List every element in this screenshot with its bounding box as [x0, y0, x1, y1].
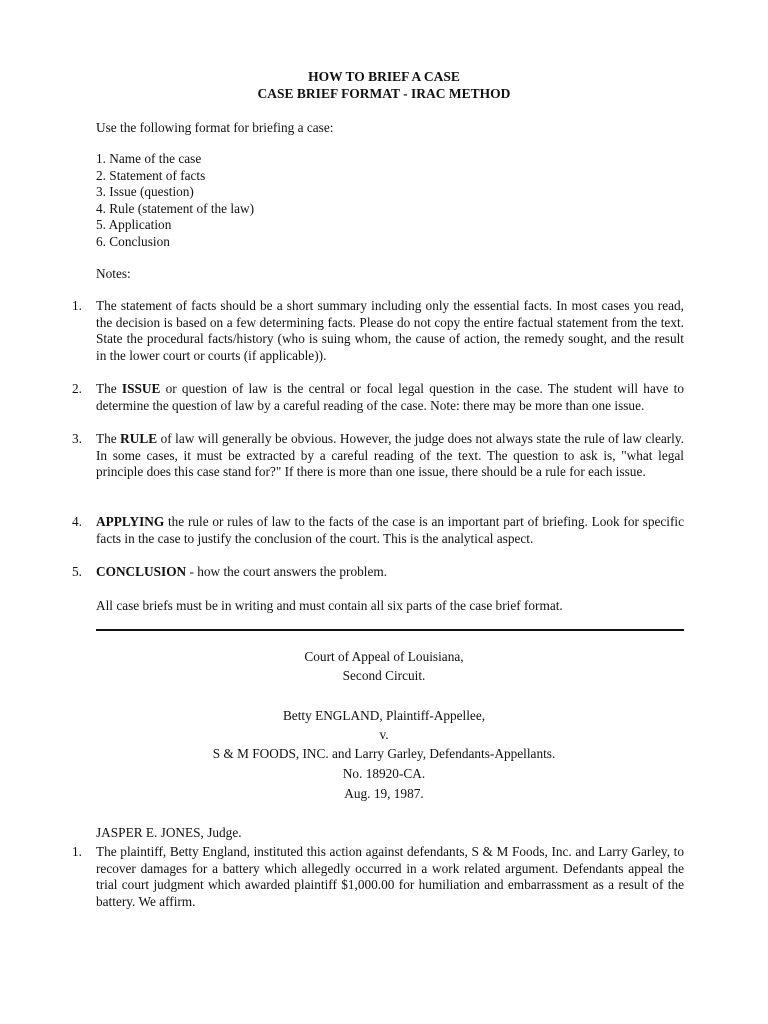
document-subtitle: CASE BRIEF FORMAT - IRAC METHOD	[257, 86, 511, 101]
format-step: 2. Statement of facts	[96, 167, 206, 183]
case-date: Aug. 19, 1987.	[344, 786, 424, 801]
court-name: Court of Appeal of Louisiana,	[304, 649, 464, 664]
format-step: 4. Rule (statement of the law)	[96, 200, 255, 216]
note-item	[72, 298, 684, 364]
case-versus: v.	[379, 727, 389, 742]
format-step: 6. Conclusion	[96, 233, 170, 249]
format-step: 1. Name of the case	[96, 151, 202, 166]
note-number: 5.	[72, 564, 82, 579]
note-number: 3.	[72, 431, 82, 446]
note-text: The RULE of law will generally be obvious. However, the judge does not always state the rule of law clearly. In some cases, it must be extracted by a careful reading of the text. The question to ask is, "what legal principle does this case stand for?" If there is more than one issue, there should be a rule for each issue.	[96, 431, 684, 479]
opinion-text: The plaintiff, Betty England, instituted this action against defendants, S & M Foods, Inc. and Larry Garley, to recover damages for a battery which allegedly occurred in a work related argument. Defendants appeal the trial court judgment which awarded plaintiff $1,000.00 for humiliation and embarrassment as a result of the battery. We affirm.	[96, 844, 684, 909]
format-step: 5. Application	[96, 217, 172, 232]
case-judge: JASPER E. JONES, Judge.	[96, 825, 242, 840]
note-text: CONCLUSION - how the court answers the problem.	[96, 564, 388, 579]
note-keyword-issue: ISSUE	[121, 381, 161, 396]
note-item	[72, 514, 684, 547]
case-docket-number: No. 18920-CA.	[342, 766, 426, 781]
note-number: 1.	[72, 298, 82, 313]
note-text: APPLYING the rule or rules of law to the facts of the case is an important part of briefing. Look for specific facts in the case to justify the conclusion of the court. This is the analytical aspect.	[96, 514, 684, 546]
note-item	[72, 564, 684, 581]
court-circuit: Second Circuit.	[342, 668, 426, 683]
closing-text: All case briefs must be in writing and must contain all six parts of the case brief format.	[96, 598, 563, 613]
note-text: The ISSUE or question of law is the central or focal legal question in the case. The student will have to determine the question of law by a careful reading of the case. Note: there may be more than one issue.	[96, 381, 684, 413]
opinion-number: 1.	[72, 844, 82, 859]
case-plaintiff: Betty ENGLAND, Plaintiff-Appellee,	[282, 708, 486, 723]
note-number: 4.	[72, 514, 82, 529]
note-text: The statement of facts should be a short summary including only the essential facts. In most cases you read, the decision is based on a few determining facts. Please do not copy the entire factual statement from the text. State the procedural facts/history (who is suing whom, the cause of action, the remedy sought, and the result in the lower court or courts (if applicable)).	[96, 298, 684, 363]
note-item	[72, 431, 684, 481]
note-item	[72, 381, 684, 414]
horizontal-divider	[96, 629, 684, 631]
note-number: 2.	[72, 381, 82, 396]
note-keyword-rule: RULE	[120, 431, 158, 446]
note-keyword-applying: APPLYING	[96, 514, 165, 529]
format-step: 3. Issue (question)	[96, 184, 194, 199]
case-defendants: S & M FOODS, INC. and Larry Garley, Defendants-Appellants.	[212, 746, 556, 761]
opinion-paragraph	[72, 844, 684, 910]
notes-label: Notes:	[96, 266, 131, 281]
intro-text: Use the following format for briefing a case:	[96, 120, 334, 135]
document-title: HOW TO BRIEF A CASE	[308, 69, 460, 84]
note-keyword-conclusion: CONCLUSION	[96, 564, 187, 579]
format-steps-list	[96, 151, 254, 250]
